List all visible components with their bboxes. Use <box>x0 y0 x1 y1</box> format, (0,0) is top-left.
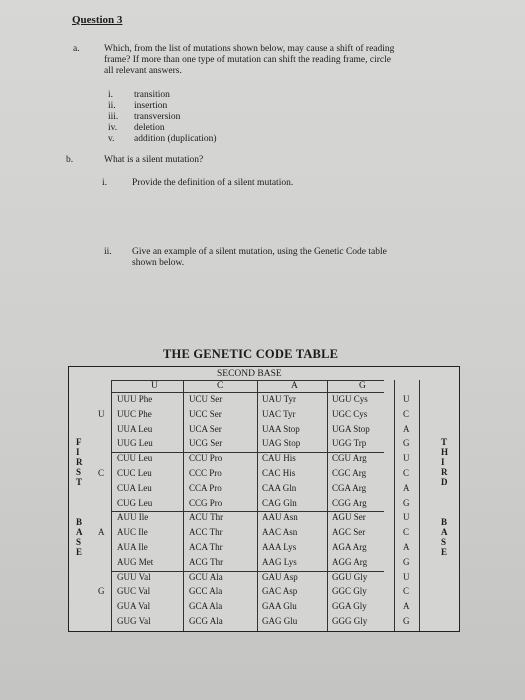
codon-cell: AAU Asn <box>262 512 298 523</box>
codon-cell: AGC Ser <box>332 527 366 538</box>
part-b-question: What is a silent mutation? <box>104 155 204 165</box>
axis-letter: E <box>441 547 448 557</box>
second-base-u: U <box>151 381 158 391</box>
axis-letter: B <box>441 517 448 527</box>
codon-cell: UCA Ser <box>189 423 222 434</box>
codon-cell: CUU Leu <box>117 453 153 464</box>
question-title: Question 3 <box>72 14 123 26</box>
codon-cell: GCA Ala <box>189 601 223 612</box>
third-base-letter: U <box>403 453 410 464</box>
axis-letter: E <box>76 547 83 557</box>
third-base-letter: A <box>403 601 410 612</box>
codon-cell: GCC Ala <box>189 586 223 597</box>
third-base-letter: G <box>403 497 410 508</box>
codon-cell: AGG Arg <box>332 556 368 567</box>
codon-cell: GUA Val <box>117 601 151 612</box>
third-base-axis-label <box>441 437 448 487</box>
codon-cell: GGU Gly <box>332 571 368 582</box>
codon-cell: AGA Arg <box>332 542 367 552</box>
third-base-letter: C <box>403 468 410 478</box>
option-transversion[interactable]: transversion <box>134 112 181 122</box>
sub-question-ii-line-1: Give an example of a silent mutation, using the Genetic Code table <box>132 247 387 257</box>
third-base-letter: G <box>403 438 410 449</box>
codon-cell: GGA Gly <box>332 601 367 612</box>
codon-cell: UUG Leu <box>117 438 153 449</box>
codon-cell: UGC Cys <box>332 408 368 419</box>
part-a-line-1: Which, from the list of mutations shown below, may cause a shift of reading <box>104 44 395 54</box>
first-base-letter: C <box>98 468 105 478</box>
part-a-label: a. <box>73 44 80 54</box>
third-base-letter: U <box>403 394 410 404</box>
second-base-a: A <box>291 381 298 391</box>
codon-cell: GUU Val <box>117 571 151 582</box>
codon-cell: CGC Arg <box>332 468 367 478</box>
third-base-letter: A <box>403 482 410 493</box>
base-axis-label-right <box>441 517 448 557</box>
codon-cell: CUG Leu <box>117 497 153 508</box>
axis-letter: F <box>76 437 82 447</box>
codon-cell: CUA Leu <box>117 482 152 493</box>
sub-question-number: i. <box>102 178 108 188</box>
option-number: v. <box>108 134 115 144</box>
codon-cell: CCU Pro <box>189 453 223 464</box>
codon-cell: ACU Thr <box>189 512 224 523</box>
second-base-c: C <box>217 381 224 391</box>
sub-question-number: ii. <box>104 247 112 257</box>
codon-cell: GGC Gly <box>332 586 367 597</box>
codon-cell: AUA Ile <box>117 542 148 552</box>
third-base-letter: C <box>403 408 410 419</box>
codon-cell: CAU His <box>262 453 296 464</box>
codon-cell: CAC His <box>262 468 296 478</box>
codon-cell: UUA Leu <box>117 423 153 434</box>
codon-cell: UCC Ser <box>189 408 222 419</box>
axis-letter: R <box>441 467 448 477</box>
codon-cell: CGU Arg <box>332 453 367 464</box>
codon-cell: ACA Thr <box>189 542 223 552</box>
third-base-letter: U <box>403 512 410 523</box>
codon-cell: AGU Ser <box>332 512 366 523</box>
second-base-label: SECOND BASE <box>217 369 282 379</box>
third-base-letter: C <box>403 527 410 538</box>
codon-cell: CAA Gln <box>262 482 297 493</box>
codon-cell: UAG Stop <box>262 438 301 449</box>
codon-cell: UCG Ser <box>189 438 223 449</box>
codon-cell: GCU Ala <box>189 571 223 582</box>
codon-cell: UGA Stop <box>332 423 370 434</box>
codon-cell: CCG Pro <box>189 497 223 508</box>
codon-cell: GUG Val <box>117 616 151 626</box>
codon-cell: AAG Lys <box>262 556 297 567</box>
axis-letter: H <box>441 447 449 457</box>
genetic-code-table <box>68 366 460 632</box>
codon-cell: GGG Gly <box>332 616 368 626</box>
codon-cell: GAC Asp <box>262 586 298 597</box>
third-base-letter: C <box>403 586 410 597</box>
third-base-letter: G <box>403 556 410 567</box>
axis-letter: T <box>441 437 448 447</box>
codon-cell: UUC Phe <box>117 408 152 419</box>
axis-letter: D <box>441 477 448 487</box>
codon-cell: GAU Asp <box>262 571 298 582</box>
option-number: iv. <box>108 123 118 133</box>
axis-letter: B <box>76 517 83 527</box>
axis-letter: A <box>441 527 448 537</box>
sub-question-ii-line-2: shown below. <box>132 258 185 268</box>
axis-letter: R <box>76 457 83 467</box>
first-base-letter: G <box>98 586 105 597</box>
first-base-axis-label <box>76 437 83 487</box>
axis-letter: S <box>76 467 82 477</box>
axis-letter: S <box>76 537 82 547</box>
genetic-code-table-title: THE GENETIC CODE TABLE <box>163 347 339 361</box>
codon-cell: AUU Ile <box>117 512 149 523</box>
codon-cell: UCU Ser <box>189 394 223 404</box>
part-a-line-3: all relevant answers. <box>104 66 182 76</box>
option-transition[interactable]: transition <box>134 90 170 100</box>
codon-cell: AAC Asn <box>262 527 298 538</box>
codon-cell: CCA Pro <box>189 482 222 493</box>
option-number: i. <box>108 90 114 100</box>
base-axis-label <box>76 517 83 557</box>
codon-cell: CCC Pro <box>189 468 222 478</box>
codon-cell: UAC Tyr <box>262 408 296 419</box>
codon-cell: AUC Ile <box>117 527 148 538</box>
codon-cell: GUC Val <box>117 586 151 597</box>
codon-cell: GAA Glu <box>262 601 297 612</box>
option-deletion[interactable]: deletion <box>134 123 165 133</box>
first-base-letter: A <box>98 527 105 538</box>
axis-letter: A <box>76 527 83 537</box>
option-number: iii. <box>108 112 119 122</box>
codon-cell: ACG Thr <box>189 556 224 567</box>
first-base-letter: U <box>98 408 105 419</box>
third-base-letter: U <box>403 571 410 582</box>
codon-cell: UGG Trp <box>332 438 367 449</box>
second-base-g: G <box>359 381 366 391</box>
part-b-label: b. <box>66 155 74 165</box>
codon-cell: UGU Cys <box>332 394 368 404</box>
codon-cell: GCG Ala <box>189 616 223 626</box>
part-a-line-2: frame? If more than one type of mutation can shift the reading frame, circle <box>104 55 391 65</box>
option-addition[interactable]: addition (duplication) <box>134 134 217 144</box>
axis-letter: I <box>441 457 445 467</box>
codon-cell: CAG Gln <box>262 497 297 508</box>
third-base-letter: A <box>403 542 410 552</box>
axis-letter: T <box>76 477 83 487</box>
codon-cell: AAA Lys <box>262 542 297 552</box>
sub-question-i: Provide the definition of a silent mutation. <box>132 178 294 188</box>
codon-cell: CGA Arg <box>332 482 367 493</box>
codon-cell: UAA Stop <box>262 423 300 434</box>
codon-cell: GAG Glu <box>262 616 298 626</box>
option-insertion[interactable]: insertion <box>134 101 168 111</box>
third-base-letter: G <box>403 616 410 626</box>
codon-cell: AUG Met <box>117 556 154 567</box>
option-number: ii. <box>108 101 116 111</box>
codon-cell: CGG Arg <box>332 497 367 508</box>
codon-cell: UAU Tyr <box>262 394 296 404</box>
axis-letter: S <box>441 537 447 547</box>
axis-letter: I <box>76 447 80 457</box>
codon-cell: CUC Leu <box>117 468 152 478</box>
codon-cell: UUU Phe <box>117 394 153 404</box>
third-base-letter: A <box>403 423 410 434</box>
codon-cell: ACC Thr <box>189 527 223 538</box>
